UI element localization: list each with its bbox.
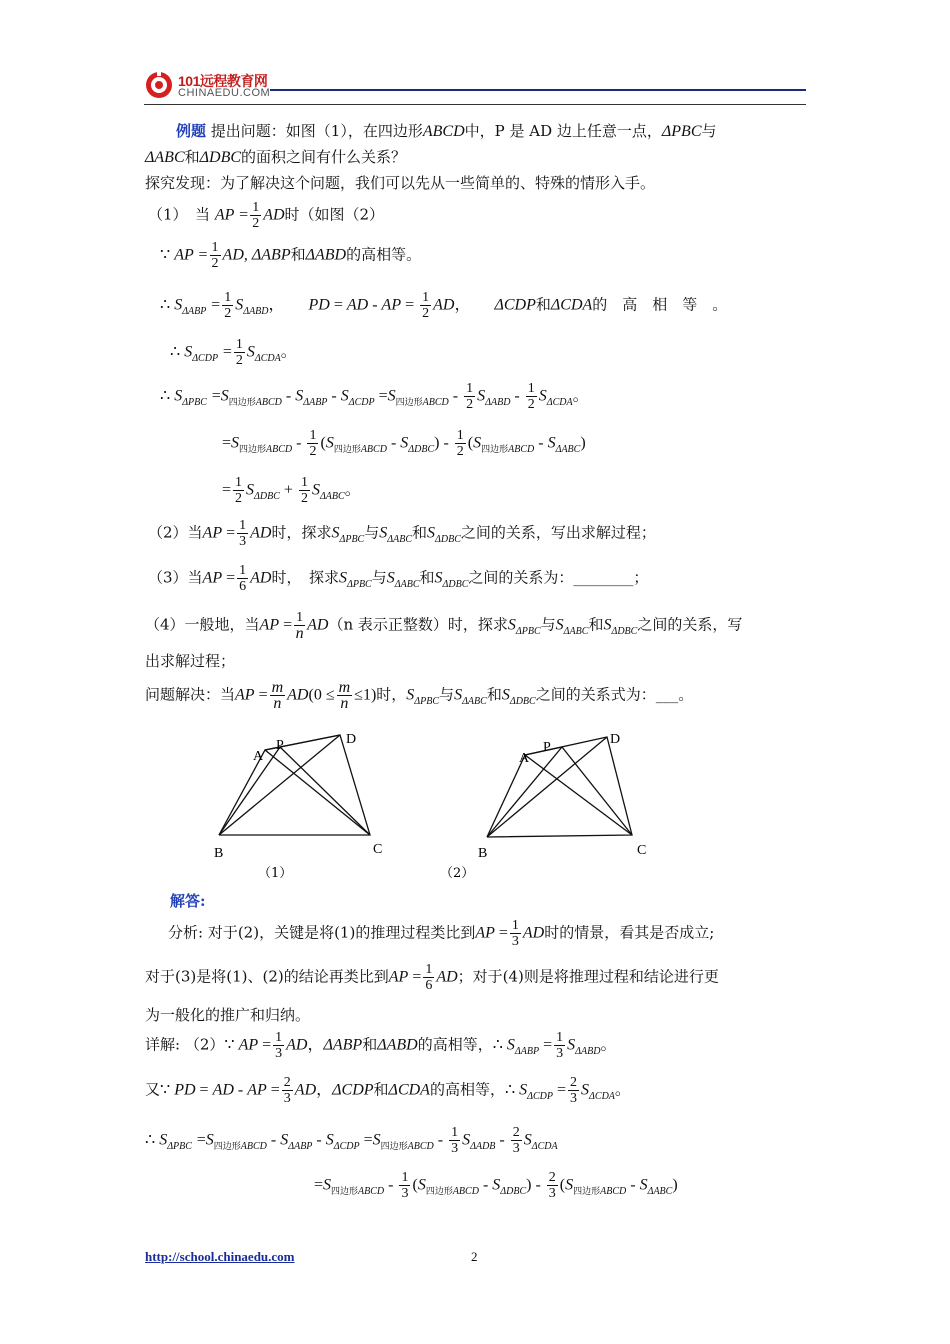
- fig1-label-A: A: [253, 749, 264, 764]
- analysis-line-3: 为一般化的推广和归纳。: [145, 1006, 311, 1024]
- fig1-label-P: P: [276, 738, 284, 753]
- fig2-label-D: D: [610, 732, 621, 747]
- header-rule: [270, 89, 806, 91]
- logo-chinese-text: 101远程教育网: [178, 73, 268, 89]
- page-number: 2: [471, 1249, 478, 1264]
- figures: [200, 725, 680, 885]
- problem-line-2: ΔABC和ΔDBC的面积之间有什么关系？: [145, 148, 407, 166]
- analysis-line-1: 分析: 对于(2)，关键是将(1)的推理过程类比到AP = $\frac{1}{3}$ AD时的情景，看其是否成立;: [168, 918, 715, 949]
- header-rule-thin: [144, 104, 806, 105]
- fig2-caption: （2）: [440, 866, 475, 881]
- logo-english-text: CHINAEDU.COM: [178, 87, 271, 99]
- problem-line-1: 例题 提出问题：如图（1），在四边形ABCD中，P 是 AD 边上任意一点，ΔPBC与: [176, 122, 717, 140]
- detail-line-1: 详解: （2）∵ AP = $\frac{1}{3}$ AD，ΔABP和ΔABD的高相等，∴ $S_{\Delta ABP}$ = $\frac{1}{3}$ $S_{\Delta ABD}$。: [145, 1030, 617, 1061]
- fig1-label-C: C: [373, 842, 383, 857]
- equation-line-4: $=S_{四边形ABCD}$ - $\frac{1}{2}$ $(S_{四边形ABCD} - S_{\Delta DBC})$ - $\frac{1}{2}$ $(S_{四边形ABCD} - S_{\Delta ABC})$: [222, 428, 586, 459]
- therefore-line-1: ∴ $S_{\Delta ABP}$ = $\frac{1}{2}$ $S_{\Delta ABD}$， PD = AD - AP = $\frac{1}{2}$ AD， ΔCDP和ΔCDA的 高 相 等 。: [160, 290, 728, 321]
- fig1-label-D: D: [346, 732, 357, 747]
- therefore-line-2: ∴ $S_{\Delta CDP}$ = $\frac{1}{2}$ $S_{\Delta CDA}$。: [170, 337, 297, 368]
- fig1-caption: （1）: [258, 866, 293, 881]
- fig2-label-P: P: [543, 740, 551, 755]
- detail-line-4: $=S_{四边形ABCD}$ - $\frac{1}{3}$ $(S_{四边形ABCD} - S_{\Delta DBC})$ - $\frac{2}{3}$ $(S_{四边形ABCD} - S_{\Delta ABC})$: [314, 1170, 678, 1201]
- fig2-label-B: B: [478, 846, 488, 861]
- example-label: 例题: [176, 122, 207, 140]
- fig2-label-A: A: [519, 751, 530, 766]
- question-3: （3）当AP = $\frac{1}{6}$ AD时， 探求$S_{\Delta PBC}$与$S_{\Delta ABC}$和$S_{\Delta DBC}$之间的关系为：________；: [148, 563, 649, 594]
- case1-line: （1） 当 AP = $\frac{1}{2}$ AD时（如图（2）: [148, 200, 385, 231]
- figure-1: [219, 735, 370, 835]
- fig1-label-B: B: [214, 846, 224, 861]
- explore-line: 探究发现：为了解决这个问题，我们可以先从一些简单的、特殊的情形入手。: [145, 174, 656, 192]
- question-4-line-2: 出求解过程；: [145, 652, 236, 670]
- footer-url-link[interactable]: http://school.chinaedu.com: [145, 1249, 295, 1264]
- detail-line-3: ∴ $S_{\Delta PBC} =S_{四边形ABCD} - S_{\Delta ABP} - S_{\Delta CDP} =S_{四边形ABCD}$ - $\frac{1}{3}$ $S_{\Delta ADB}$ - $\frac{2}{3}$ $S_{\Delta CDA}$: [145, 1125, 558, 1156]
- answer-label: 解答:: [170, 892, 206, 910]
- question-2: （2）当AP = $\frac{1}{3}$ AD时，探求$S_{\Delta PBC}$与$S_{\Delta ABC}$和$S_{\Delta DBC}$之间的关系，写出求解过程；: [148, 518, 656, 549]
- solve-line: 问题解决：当AP = $\frac{m}{n}$ AD(0 ≤ $\frac{m}{n}$ ≤1)时，$S_{\Delta PBC}$与$S_{\Delta ABC}$和$S_{\Delta DBC}$之间的关系式为：___。: [145, 679, 694, 712]
- equation-line-5: = $\frac{1}{2}$ $S_{\Delta DBC}$ + $\frac{1}{2}$ $S_{\Delta ABC}$。: [222, 475, 361, 506]
- fig2-label-C: C: [637, 843, 647, 858]
- detail-line-2: 又∵ PD = AD - AP = $\frac{2}{3}$ AD，ΔCDP和ΔCDA的高相等，∴ $S_{\Delta CDP}$ = $\frac{2}{3}$ $S_{\Delta CDA}$。: [145, 1075, 631, 1106]
- figure-2: [487, 737, 632, 837]
- therefore-line-3: ∴ $S_{\Delta PBC} =S_{四边形ABCD} - S_{\Delta ABP} - S_{\Delta CDP} =S_{四边形ABCD}$ - $\frac{1}{2}$ $S_{\Delta ABD}$ - $\frac{1}{2}$ $S_{\Delta CDA}$。: [160, 381, 589, 412]
- question-4: （4）一般地，当AP = $\frac{1}{n}$ AD（n 表示正整数）时，探求$S_{\Delta PBC}$与$S_{\Delta ABC}$和$S_{\Delta DBC}$之间的关系，写: [145, 610, 743, 642]
- because-line-1: ∵ AP = $\frac{1}{2}$ AD, ΔABP和ΔABD的高相等。: [160, 240, 422, 271]
- chinaedu-logo-icon: [144, 70, 178, 100]
- analysis-line-2: 对于(3)是将(1)、(2)的结论再类比到AP = $\frac{1}{6}$ AD；对于(4)则是将推理过程和结论进行更: [145, 962, 719, 993]
